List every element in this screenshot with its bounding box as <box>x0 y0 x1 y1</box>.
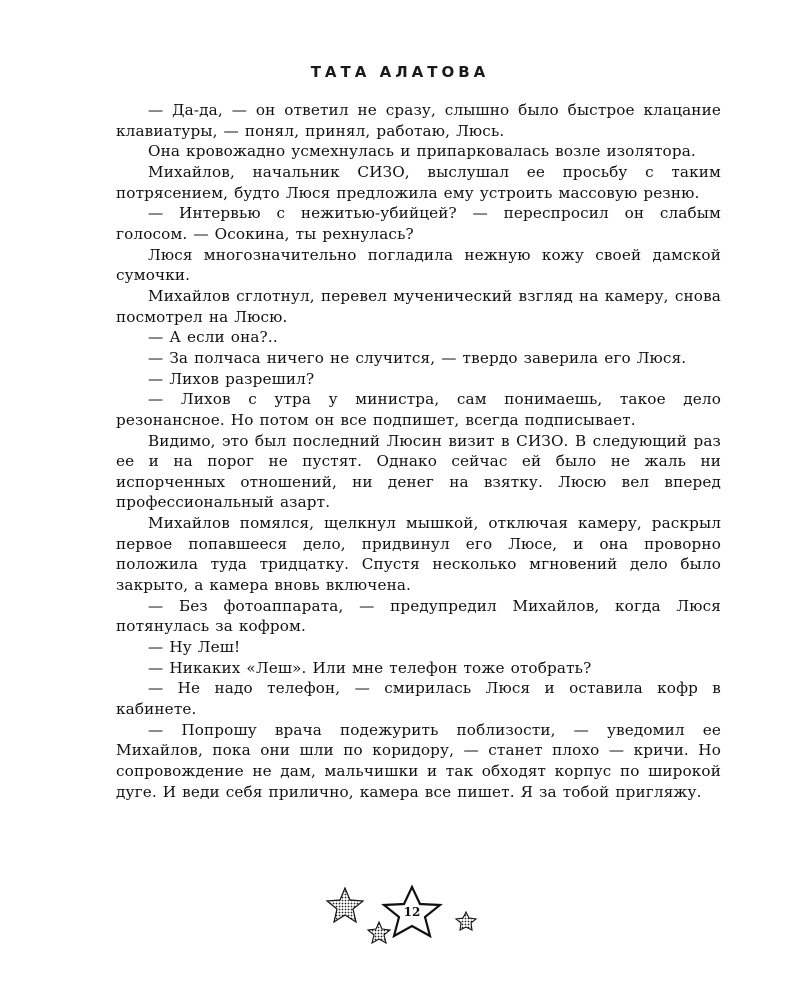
paragraph: Люся многозначительно погладила нежную кожу своей дамской сумочки. <box>116 245 721 285</box>
paragraph: — Интервью с нежитью-убийцей? — переспросил он слабым голосом. — Осокина, ты рехнулась? <box>116 204 721 243</box>
paragraph: — Лихов с утра у министра, сам понимаешь, такое дело резонансное. Но потом он все подпишет, всегда подписывает. <box>116 390 721 429</box>
paragraph: Михайлов сглотнул, перевел мученический взгляд на камеру, снова посмотрел на Люсю. <box>116 286 721 326</box>
page-number: 12 <box>403 905 421 919</box>
paragraph: Михайлов, начальник СИЗО, выслушал ее просьбу с таким потрясением, будто Люся предложила ему устроить массовую резню. <box>116 162 721 202</box>
running-head: ТАТА АЛАТОВА <box>310 63 490 81</box>
paragraph: — Без фотоаппарата, — предупредил Михайлов, когда Люся потянулась за кофром. <box>116 596 721 636</box>
paragraph: — Не надо телефон, — смирилась Люся и оставила кофр в кабинете. <box>116 679 721 719</box>
small-dotted-star-icon <box>368 922 390 943</box>
page-footer <box>320 884 490 948</box>
paragraph: — За полчаса ничего не случится, — твердо заверила его Люся. <box>148 348 687 367</box>
paragraph: Она кровожадно усмехнулась и припарковалась возле изолятора. <box>148 142 696 161</box>
small-right-star-icon <box>456 912 476 930</box>
paragraph: — Ну Леш! <box>148 638 241 657</box>
paragraph: Михайлов помялся, щелкнул мышкой, отключая камеру, раскрыл первое попавшееся дело, придвинул его Люсе, и она проворно положила туда тридцатку. Спустя несколько мгновений дело было закрыто, а камера вновь включена. <box>116 514 721 595</box>
paragraph: — Попрошу врача подежурить поблизости, — уведомил ее Михайлов, пока они шли по коридору, — станет плохо — кричи. Но сопровождение не дам, мальчишки и так обходят корпус по широкой дуге. И веди себя прилично, камера все пишет. Я за тобой пригляжу. <box>116 720 721 801</box>
paragraph: — Да-да, — он ответил не сразу, слышно было быстрое клацание клавиатуры, — понял, принял, работаю, Люсь. <box>116 101 721 140</box>
paragraph: Видимо, это был последний Люсин визит в СИЗО. В следующий раз ее и на порог не пустят. Однако сейчас ей было не жаль ни испорченных отношений, ни денег на взятку. Люсю вел вперед профессиональный азарт. <box>116 431 721 512</box>
paragraph: — Лихов разрешил? <box>148 369 315 388</box>
dotted-star-icon <box>327 888 363 922</box>
paragraph: — А если она?.. <box>148 328 278 347</box>
paragraph: — Никаких «Леш». Или мне телефон тоже отобрать? <box>148 658 592 677</box>
body-text <box>116 100 721 802</box>
